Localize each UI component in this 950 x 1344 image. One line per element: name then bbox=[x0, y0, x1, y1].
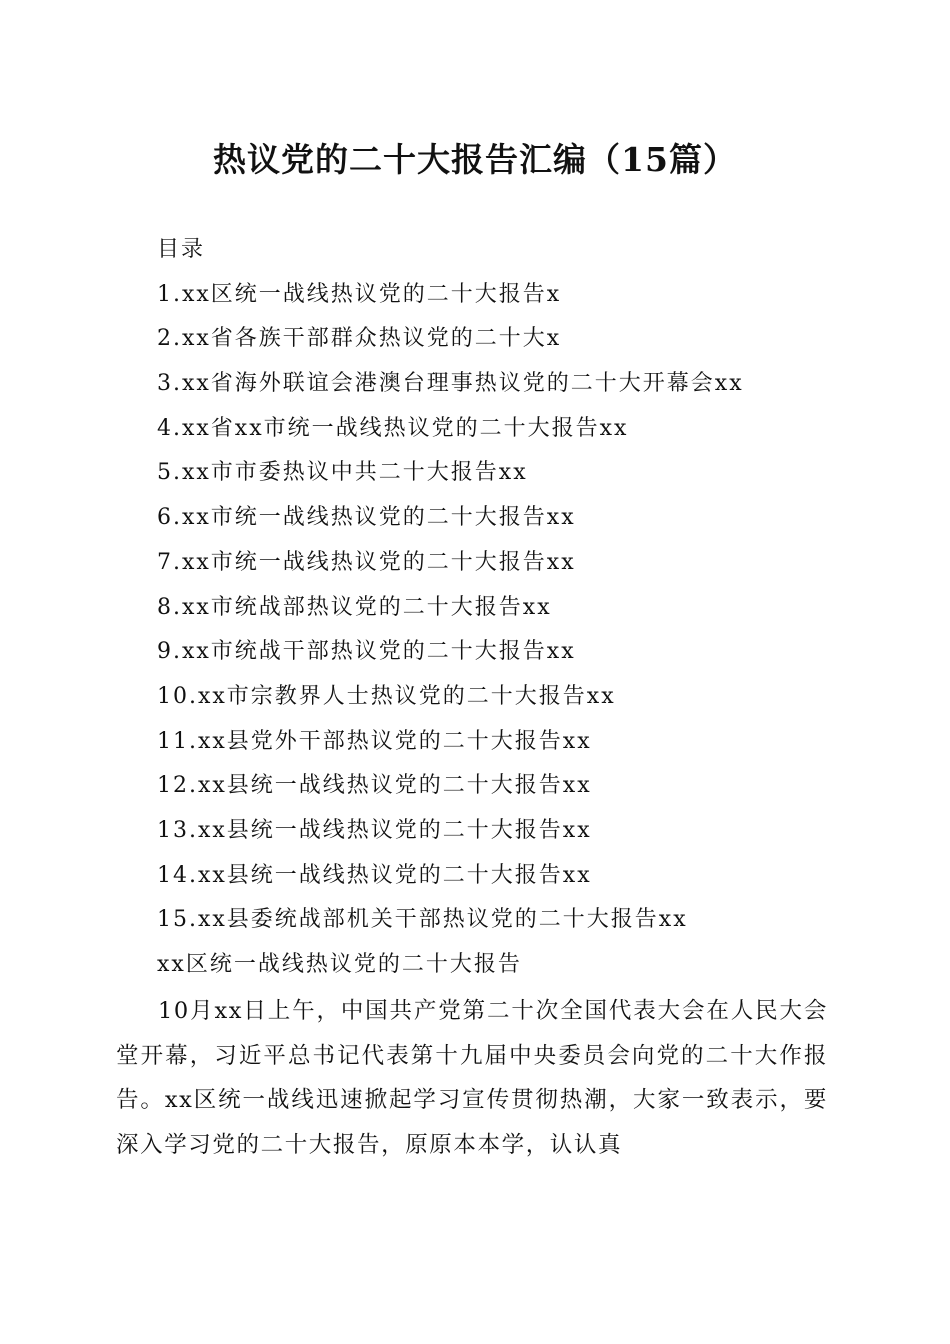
document-title: 热议党的二十大报告汇编（15篇） bbox=[213, 140, 737, 179]
toc-item: 5.xx市市委热议中共二十大报告xx bbox=[157, 460, 528, 486]
toc-item: 4.xx省xx市统一战线热议党的二十大报告xx bbox=[157, 415, 629, 441]
toc-item: 14.xx县统一战线热议党的二十大报告xx bbox=[157, 862, 592, 888]
toc-item: 6.xx市统一战线热议党的二十大报告xx bbox=[157, 505, 576, 531]
toc-item: 12.xx县统一战线热议党的二十大报告xx bbox=[157, 773, 592, 799]
toc-item: 11.xx县党外干部热议党的二十大报告xx bbox=[157, 728, 592, 754]
toc-item: 8.xx市统战部热议党的二十大报告xx bbox=[157, 594, 552, 620]
toc-item: 15.xx县委统战部机关干部热议党的二十大报告xx bbox=[157, 907, 688, 933]
table-of-contents bbox=[157, 228, 857, 988]
toc-heading: 目录 bbox=[157, 237, 206, 262]
section-heading: xx区统一战线热议党的二十大报告 bbox=[157, 952, 522, 977]
toc-item: 7.xx市统一战线热议党的二十大报告xx bbox=[157, 549, 576, 575]
toc-item: 13.xx县统一战线热议党的二十大报告xx bbox=[157, 817, 592, 843]
body-paragraph: 10月xx日上午，中国共产党第二十次全国代表大会在人民大会堂开幕，习近平总书记代表第十九届中央委员会向党的二十大作报告。xx区统一战线迅速掀起学习宣传贯彻热潮，大家一致表示，要深入学习党的二十大报告，原原本本学，认认真 bbox=[116, 998, 828, 1159]
toc-item: 1.xx区统一战线热议党的二十大报告x bbox=[157, 281, 562, 307]
toc-item: 10.xx市宗教界人士热议党的二十大报告xx bbox=[157, 683, 616, 709]
toc-item: 2.xx省各族干部群众热议党的二十大x bbox=[157, 326, 562, 352]
toc-item: 9.xx市统战干部热议党的二十大报告xx bbox=[157, 639, 576, 665]
toc-item: 3.xx省海外联谊会港澳台理事热议党的二十大开幕会xx bbox=[157, 371, 744, 397]
